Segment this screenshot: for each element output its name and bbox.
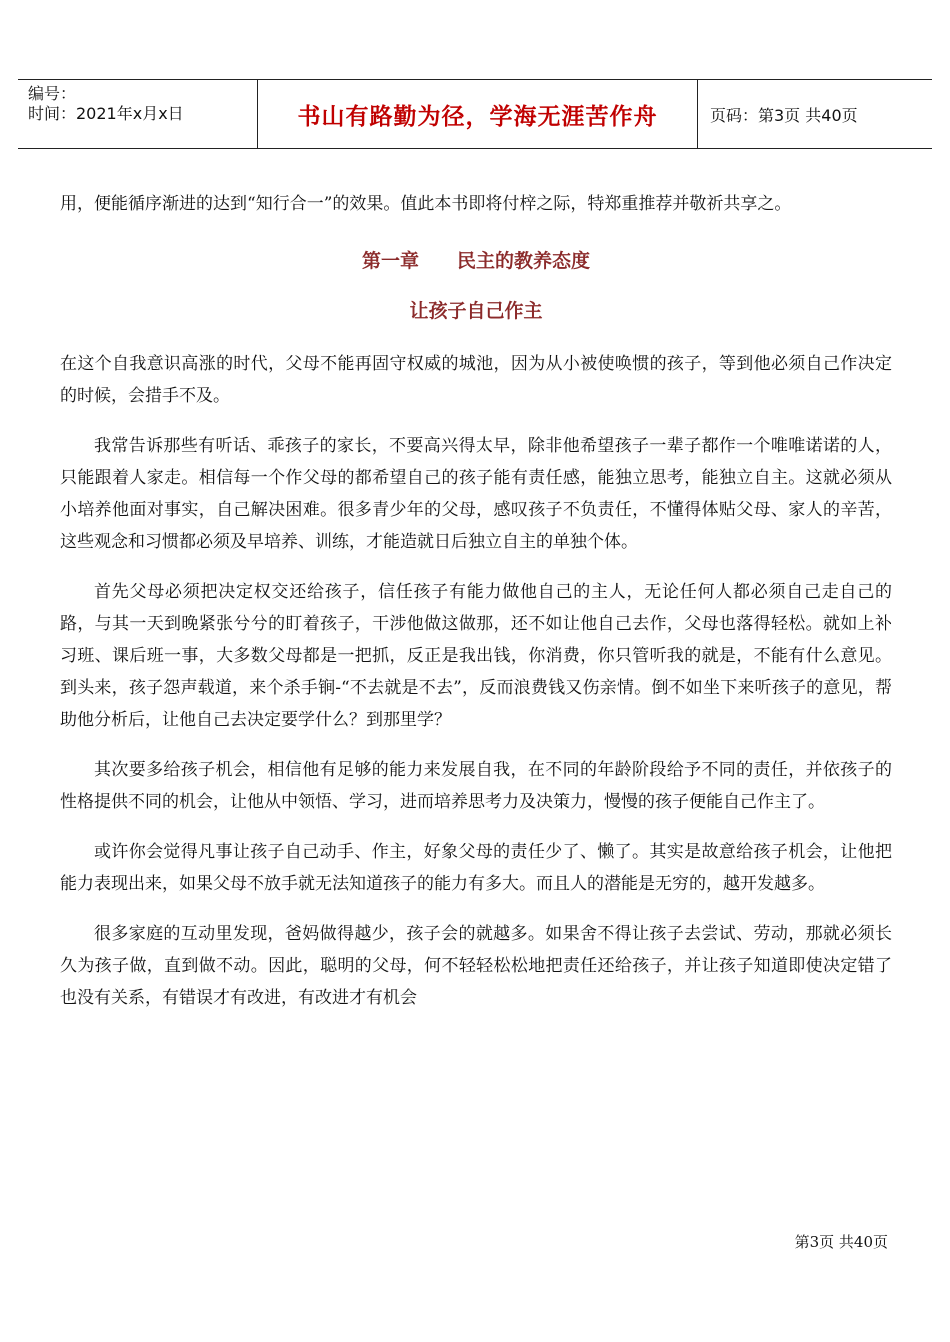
paragraph: 我常告诉那些有听话、乖孩子的家长，不要高兴得太早，除非他希望孩子一辈子都作一个唯唯诺诺的人，只能跟着人家走。相信每一个作父母的都希望自己的孩子能有责任感，能独立思考，能独立自主。这就必须从小培养他面对事实，自己解决困难。很多青少年的父母，感叹孩子不负责任，不懂得体贴父母、家人的辛苦，这些观念和习惯都必须及早培养、训练，才能造就日后独立自主的单独个体。 — [60, 436, 892, 552]
header-page-label: 页码：第3页 共40页 — [710, 105, 858, 125]
page-header — [18, 79, 932, 149]
page-footer-number: 第3页 共40页 — [794, 1233, 888, 1251]
chapter-title: 第一章 民主的教养态度 — [361, 250, 590, 272]
document-number-label: 编号： — [28, 84, 77, 103]
header-motto: 书山有路勤为径，学海无涯苦作舟 — [258, 80, 698, 148]
paragraph-continuation: 用，便能循序渐进的达到“知行合一”的效果。值此本书即将付梓之际，特郑重推荐并敬祈共享之。 — [60, 194, 792, 214]
paragraph: 在这个自我意识高涨的时代，父母不能再固守权威的城池，因为从小被使唤惯的孩子，等到他必须自己作决定的时候，会措手不及。 — [60, 354, 892, 406]
paragraph: 其次要多给孩子机会，相信他有足够的能力来发展自我，在不同的年龄阶段给予不同的责任，并依孩子的性格提供不同的机会，让他从中领悟、学习，进而培养思考力及决策力，慢慢的孩子便能自己作主了。 — [60, 760, 892, 812]
header-meta — [18, 80, 258, 148]
paragraph: 很多家庭的互动里发现，爸妈做得越少，孩子会的就越多。如果舍不得让孩子去尝试、劳动，那就必须长久为孩子做，直到做不动。因此，聪明的父母，何不轻轻松松地把责任还给孩子，并让孩子知道即使决定错了也没有关系，有错误才有改进，有改进才有机会 — [60, 924, 892, 1008]
document-time-label: 时间：2021年x月x日 — [28, 104, 184, 123]
paragraph: 或许你会觉得凡事让孩子自己动手、作主，好象父母的责任少了、懒了。其实是故意给孩子机会，让他把能力表现出来，如果父母不放手就无法知道孩子的能力有多大。而且人的潜能是无穷的，越开发越多。 — [60, 842, 892, 894]
section-title: 让孩子自己作主 — [409, 300, 543, 322]
document-body — [60, 188, 892, 1032]
paragraph: 首先父母必须把决定权交还给孩子，信任孩子有能力做他自己的主人，无论任何人都必须自己走自己的路，与其一天到晚紧张兮兮的盯着孩子，干涉他做这做那，还不如让他自己去作，父母也落得轻松。就如上补习班、课后班一事，大多数父母都是一把抓，反正是我出钱，你消费，你只管听我的就是，不能有什么意见。到头来，孩子怨声载道，来个杀手锏-“不去就是不去”，反而浪费钱又伤亲情。倒不如坐下来听孩子的意见，帮助他分析后，让他自己去决定要学什么？到那里学？ — [60, 582, 892, 730]
